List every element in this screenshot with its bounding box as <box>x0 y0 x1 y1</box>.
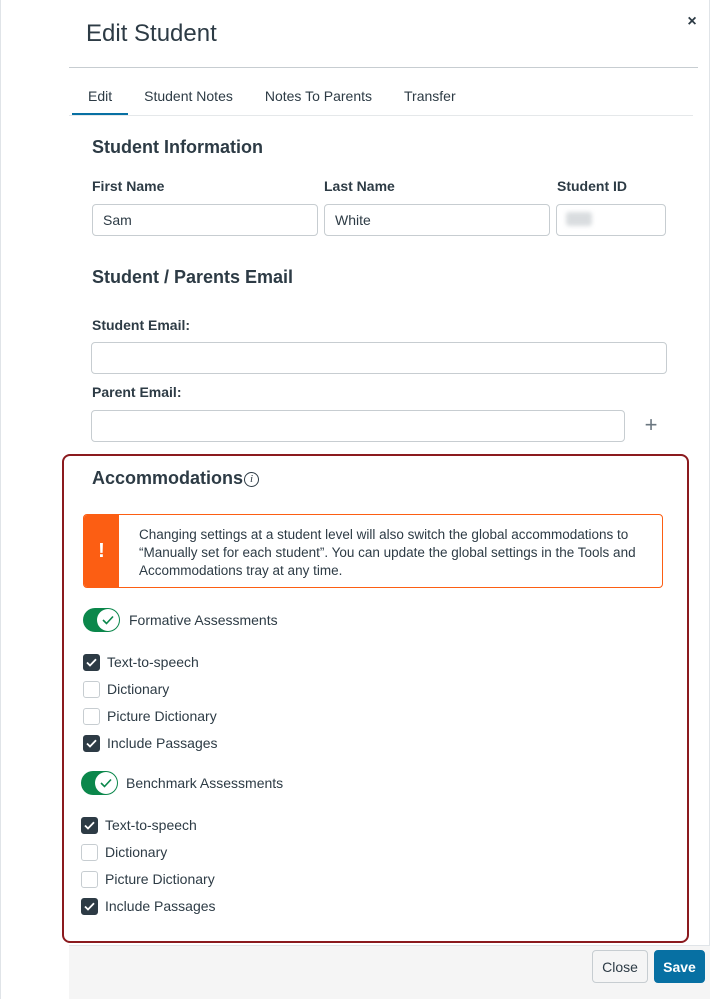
last-name-label: Last Name <box>324 178 395 194</box>
checkbox-label: Include Passages <box>105 898 216 914</box>
student-email-label: Student Email: <box>92 317 191 333</box>
parent-email-input[interactable] <box>91 410 625 442</box>
student-id-label: Student ID <box>557 178 627 194</box>
modal-left-border <box>0 0 1 999</box>
tab-transfer[interactable]: Transfer <box>404 88 456 104</box>
formative-option-text-to-speech[interactable] <box>83 652 199 672</box>
checkbox-unchecked[interactable] <box>83 681 100 698</box>
check-icon <box>84 821 95 830</box>
title-divider <box>69 67 698 68</box>
warning-alert <box>83 514 663 588</box>
accommodations-heading: Accommodations <box>92 468 244 488</box>
info-icon[interactable]: i <box>244 472 259 487</box>
checkbox-label: Include Passages <box>107 735 218 751</box>
checkbox-unchecked[interactable] <box>83 708 100 725</box>
last-name-input[interactable] <box>324 204 550 236</box>
formative-assessments-toggle[interactable] <box>83 608 120 632</box>
tab-notes-to-parents[interactable]: Notes To Parents <box>264 88 372 104</box>
close-icon[interactable]: × <box>687 13 697 30</box>
checkbox-label: Text-to-speech <box>107 654 199 670</box>
benchmark-option-text-to-speech[interactable] <box>81 815 197 835</box>
check-icon <box>102 615 114 625</box>
benchmark-option-include-passages[interactable] <box>81 896 216 916</box>
checkbox-checked[interactable] <box>83 654 100 671</box>
benchmark-option-dictionary[interactable] <box>81 842 167 862</box>
formative-option-picture-dictionary[interactable] <box>83 706 217 726</box>
modal-title: Edit Student <box>86 20 217 47</box>
warning-icon: ! <box>84 515 119 587</box>
checkbox-unchecked[interactable] <box>81 871 98 888</box>
checkbox-label: Picture Dictionary <box>107 708 217 724</box>
formative-option-include-passages[interactable] <box>83 733 218 753</box>
checkbox-label: Text-to-speech <box>105 817 197 833</box>
benchmark-option-picture-dictionary[interactable] <box>81 869 215 889</box>
checkbox-checked[interactable] <box>81 898 98 915</box>
checkbox-label: Dictionary <box>107 681 170 697</box>
warning-alert-text: Changing settings at a student level will also switch the global accommodations to “Manually set for each student”. You can update the global settings in the Tools and Accommodations tray at any time. <box>139 527 636 578</box>
student-parents-email-heading: Student / Parents Email <box>92 267 294 287</box>
checkbox-checked[interactable] <box>83 735 100 752</box>
tab-student-notes[interactable]: Student Notes <box>144 88 233 104</box>
checkbox-label: Picture Dictionary <box>105 871 215 887</box>
first-name-label: First Name <box>92 178 165 194</box>
parent-email-label: Parent Email: <box>92 384 182 400</box>
toggle-knob <box>95 772 117 794</box>
tab-divider <box>69 115 693 116</box>
save-button[interactable]: Save <box>654 950 705 983</box>
formative-option-dictionary[interactable] <box>83 679 169 699</box>
add-parent-email-icon[interactable]: + <box>644 412 658 437</box>
tab-edit[interactable]: Edit <box>72 84 128 116</box>
check-icon <box>86 739 97 748</box>
formative-assessments-label: Formative Assessments <box>129 612 278 628</box>
student-email-input[interactable] <box>91 342 667 374</box>
student-id-redacted <box>566 212 592 226</box>
close-button[interactable]: Close <box>592 950 648 983</box>
tab-bar <box>72 84 472 116</box>
first-name-input[interactable] <box>92 204 318 236</box>
check-icon <box>84 902 95 911</box>
checkbox-label: Dictionary <box>105 844 168 860</box>
benchmark-assessments-label: Benchmark Assessments <box>126 775 284 791</box>
toggle-knob <box>97 609 119 631</box>
check-icon <box>86 658 97 667</box>
check-icon <box>100 778 112 788</box>
checkbox-unchecked[interactable] <box>81 844 98 861</box>
checkbox-checked[interactable] <box>81 817 98 834</box>
benchmark-assessments-toggle[interactable] <box>81 771 118 795</box>
student-information-heading: Student Information <box>92 137 263 157</box>
